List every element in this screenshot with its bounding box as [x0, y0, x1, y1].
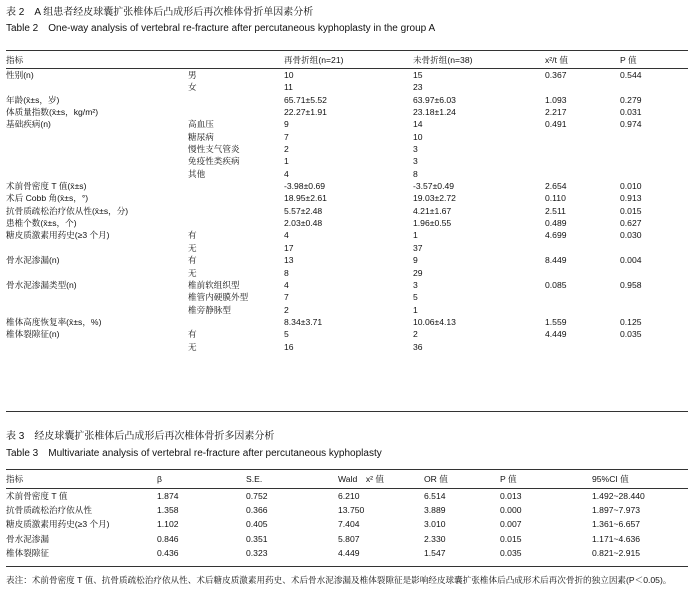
table2-cell: 椎管内硬膜外型: [188, 292, 249, 303]
table2-cell: 骨水泥渗漏(n): [6, 255, 60, 266]
table3-cell: 0.015: [500, 533, 522, 544]
table2-cell: 女: [188, 82, 197, 93]
table2-cell: 2.03±0.48: [284, 218, 323, 229]
table2-row: [6, 316, 688, 328]
table2-row: [6, 131, 688, 143]
table2-caption-en: Table 2 One-way analysis of vertebral re-fracture after percutaneous kyphoplasty in the group A: [6, 23, 436, 34]
table3-cell: 1.361~6.657: [592, 519, 641, 530]
table3-cell: 术前骨密度 T 值: [6, 491, 68, 501]
table3-row: [6, 503, 688, 517]
table2-cell: 63.97±6.03: [413, 94, 456, 105]
table2-cell: 0.491: [545, 119, 567, 130]
table2-cell: -3.57±0.49: [413, 181, 455, 192]
table2-cell: 5: [413, 292, 418, 303]
table2-cell: 性别(n): [6, 70, 34, 80]
table2-cell: 0.367: [545, 70, 567, 80]
table2-cell: 13: [284, 255, 294, 266]
table3-header-cell: OR 值: [424, 474, 448, 484]
table2-row: [6, 155, 688, 167]
table2-cell: 65.71±5.52: [284, 94, 327, 105]
table2-cell: 2: [284, 304, 289, 315]
table2-cell: 3: [413, 279, 418, 290]
table2-cell: -3.98±0.69: [284, 181, 326, 192]
table2-cell: 骨水泥渗漏类型(n): [6, 279, 77, 290]
table2-row: [6, 192, 688, 204]
table2-cell: 2.511: [545, 205, 566, 216]
table2-cell: 无: [188, 267, 197, 278]
table2-cell: 抗骨质疏松治疗依从性(x̄±s，分): [6, 205, 129, 216]
table2-cell: 4: [284, 168, 289, 179]
table3-cell: 13.750: [338, 505, 365, 516]
table2-cell: 14: [413, 119, 423, 130]
table2-cell: 1.093: [545, 94, 567, 105]
table2-cell: 高血压: [188, 119, 214, 130]
table2-header-cell: 指标: [6, 55, 24, 65]
table2-cell: 年龄(x̄±s，岁): [6, 94, 60, 105]
table2-cell: 0.030: [620, 230, 642, 241]
table3-cell: 1.874: [157, 491, 179, 501]
table3-row: [6, 546, 688, 560]
table2-cell: 1.96±0.55: [413, 218, 452, 229]
table2-cell: 0.627: [620, 218, 642, 229]
table2-row: [6, 341, 688, 353]
table3-cell: 0.821~2.915: [592, 547, 641, 558]
table2-cell: 4: [284, 230, 289, 241]
table3-row: [6, 489, 688, 503]
table2-cell: 1: [284, 156, 289, 167]
table2-row: [6, 118, 688, 130]
table2-cell: 8.449: [545, 255, 567, 266]
table2-row: [6, 94, 688, 106]
table2-cell: 0.279: [620, 94, 642, 105]
table2-row: [6, 69, 688, 81]
table3-note: 表注：术前骨密度 T 值、抗骨质疏松治疗依从性、术后糖皮质激素用药史、术后骨水泥渗漏及椎体裂隙征是影响经皮球囊扩张椎体后凸成形术后再次骨折的独立因素(P＜0.05)。: [6, 575, 672, 585]
table2-row: [6, 291, 688, 303]
table2-cell: 8: [413, 168, 418, 179]
table3-cell: 椎体裂隙征: [6, 547, 49, 558]
table2-row: [6, 229, 688, 241]
table3-cell: 1.358: [157, 505, 179, 516]
table2-caption-cn: 表 2 A 组患者经皮球囊扩张椎体后凸成形后再次椎体骨折单因素分析: [6, 7, 314, 18]
table2-cell: 有: [188, 255, 197, 266]
table2-cell: 糖皮质激素用药史(≥3 个月): [6, 230, 110, 241]
table2-cell: 椎前软组织型: [188, 279, 240, 290]
table2-cell: 有: [188, 230, 197, 241]
table3-header-cell: 指标: [6, 474, 24, 484]
table2-cell: 体质量指数(x̄±s，kg/m²): [6, 107, 99, 118]
table2-cell: 0.085: [545, 279, 567, 290]
table3-cell: 0.366: [246, 505, 268, 516]
table2-cell: 7: [284, 131, 289, 142]
table3-cell: 0.013: [500, 491, 522, 501]
table2-cell: 3: [413, 144, 418, 155]
table3-cell: 3.010: [424, 519, 446, 530]
table2-row: [6, 106, 688, 118]
table2-cell: 0.004: [620, 255, 642, 266]
table3-cell: 抗骨质疏松治疗依从性: [6, 505, 92, 516]
table3-cell: 4.449: [338, 547, 360, 558]
table3-cell: 1.547: [424, 547, 446, 558]
table2-cell: 4.449: [545, 329, 567, 340]
table3-cell: 1.102: [157, 519, 179, 530]
table2-body: [6, 69, 688, 353]
table3-caption-en: Table 3 Multivariate analysis of vertebral re-fracture after percutaneous kyphoplasty: [6, 448, 382, 459]
table2-cell: 23: [413, 82, 423, 93]
table2-cell: 0.031: [620, 107, 642, 118]
table2-cell: 11: [284, 82, 293, 93]
table3-bottom-rule: [6, 566, 688, 567]
table2-cell: 8: [284, 267, 289, 278]
table3-cell: 0.000: [500, 505, 522, 516]
table2-header-cell: x²/t 值: [545, 55, 568, 65]
table2-cell: 1: [413, 230, 418, 241]
table2-cell: 9: [284, 119, 289, 130]
table3-header-cell: P 值: [500, 474, 517, 484]
table3: [6, 470, 688, 560]
table2-cell: 17: [284, 242, 294, 253]
table2-row: [6, 279, 688, 291]
table2-cell: 0.489: [545, 218, 567, 229]
table2-row: [6, 254, 688, 266]
table2-cell: 有: [188, 329, 197, 340]
table2-cell: 10.06±4.13: [413, 316, 456, 327]
table2-cell: 7: [284, 292, 289, 303]
table3-cell: 7.404: [338, 519, 360, 530]
table2-header-cell: 未骨折组(n=38): [413, 55, 473, 65]
table3-cell: 5.807: [338, 533, 360, 544]
table3-cell: 1.171~4.636: [592, 533, 641, 544]
table2-cell: 慢性支气管炎: [188, 144, 240, 155]
table3-cell: 2.330: [424, 533, 446, 544]
table2-row: [6, 168, 688, 180]
table2-row: [6, 143, 688, 155]
table2-row: [6, 267, 688, 279]
table3-row: [6, 532, 688, 546]
table3-cell: 0.351: [246, 533, 268, 544]
table3-cell: 0.436: [157, 547, 179, 558]
table3-body: [6, 489, 688, 560]
table2-row: [6, 328, 688, 340]
table2-cell: 16: [284, 341, 294, 352]
table2-row: [6, 180, 688, 192]
table2-row: [6, 217, 688, 229]
table2-cell: 椎旁静脉型: [188, 304, 231, 315]
table2-cell: 0.125: [620, 316, 642, 327]
table2-row: [6, 304, 688, 316]
table2-cell: 其他: [188, 168, 206, 179]
table2-row: [6, 205, 688, 217]
table2-cell: 术后 Cobb 角(x̄±s，°): [6, 193, 89, 204]
table2-cell: 29: [413, 267, 423, 278]
table2-cell: 10: [284, 70, 294, 80]
table2-cell: 椎体裂隙征(n): [6, 329, 60, 340]
table2-cell: 基础疾病(n): [6, 119, 51, 130]
table2-cell: 0.974: [620, 119, 642, 130]
table3-header-cell: 95%CI 值: [592, 474, 629, 484]
table2-header-cell: P 值: [620, 55, 637, 65]
table2-header-row: [6, 51, 688, 69]
table2-cell: 5.57±2.48: [284, 205, 323, 216]
table3-cell: 骨水泥渗漏: [6, 533, 49, 544]
table2-cell: 无: [188, 242, 197, 253]
table2-cell: 2: [413, 329, 418, 340]
table3-cell: 糖皮质激素用药史(≥3 个月): [6, 519, 110, 530]
table2-cell: 36: [413, 341, 423, 352]
table2-cell: 患椎个数(x̄±s，个): [6, 218, 77, 229]
table3-cell: 3.889: [424, 505, 446, 516]
table3-header-cell: Wald x² 值: [338, 474, 384, 484]
table2-header-cell: 再骨折组(n=21): [284, 55, 344, 65]
table2-cell: 9: [413, 255, 418, 266]
table3-cell: 1.492~28.440: [592, 491, 645, 501]
table2-cell: 0.035: [620, 329, 642, 340]
table3-header-cell: S.E.: [246, 474, 263, 484]
table2-cell: 5: [284, 329, 289, 340]
table2-cell: 4.21±1.67: [413, 205, 452, 216]
table2-cell: 1: [413, 304, 418, 315]
table3-row: [6, 517, 688, 531]
table2-cell: 0.913: [620, 193, 642, 204]
table3-cell: 0.323: [246, 547, 268, 558]
table3-cell: 6.210: [338, 491, 360, 501]
table2-cell: 0.015: [620, 205, 642, 216]
table2-cell: 37: [413, 242, 423, 253]
table2-cell: 4: [284, 279, 289, 290]
table3-cell: 0.752: [246, 491, 268, 501]
table2-cell: 0.544: [620, 70, 642, 80]
table3-caption-cn: 表 3 经皮球囊扩张椎体后凸成形后再次椎体骨折多因素分析: [6, 431, 275, 442]
table2-cell: 4.699: [545, 230, 567, 241]
table3-cell: 6.514: [424, 491, 446, 501]
table2-cell: 2.217: [545, 107, 567, 118]
table2-cell: 15: [413, 70, 423, 80]
table2-cell: 椎体高度恢复率(x̄±s，%): [6, 316, 102, 327]
table2-cell: 术前骨密度 T 值(x̄±s): [6, 181, 87, 192]
table3-header-row: [6, 470, 688, 489]
table2-cell: 1.559: [545, 316, 567, 327]
table2-bottom-rule: [6, 411, 688, 412]
table3-header-cell: β: [157, 474, 162, 484]
table2-cell: 糖尿病: [188, 131, 214, 142]
table2-cell: 10: [413, 131, 423, 142]
table2-cell: 0.110: [545, 193, 566, 204]
table2-cell: 2.654: [545, 181, 567, 192]
table3-cell: 0.007: [500, 519, 522, 530]
table3-cell: 0.405: [246, 519, 268, 530]
table2-cell: 男: [188, 70, 197, 80]
table2: [6, 51, 688, 353]
table2-cell: 免疫性类疾病: [188, 156, 240, 167]
table2-cell: 3: [413, 156, 418, 167]
table2-cell: 22.27±1.91: [284, 107, 327, 118]
table2-cell: 无: [188, 341, 197, 352]
table3-cell: 0.035: [500, 547, 522, 558]
table2-cell: 0.010: [620, 181, 642, 192]
table2-cell: 8.34±3.71: [284, 316, 323, 327]
table2-cell: 18.95±2.61: [284, 193, 327, 204]
table2-row: [6, 81, 688, 93]
table2-row: [6, 242, 688, 254]
table2-cell: 0.958: [620, 279, 642, 290]
table3-cell: 1.897~7.973: [592, 505, 641, 516]
table2-cell: 2: [284, 144, 289, 155]
table2-cell: 23.18±1.24: [413, 107, 456, 118]
table3-cell: 0.846: [157, 533, 179, 544]
table2-cell: 19.03±2.72: [413, 193, 456, 204]
